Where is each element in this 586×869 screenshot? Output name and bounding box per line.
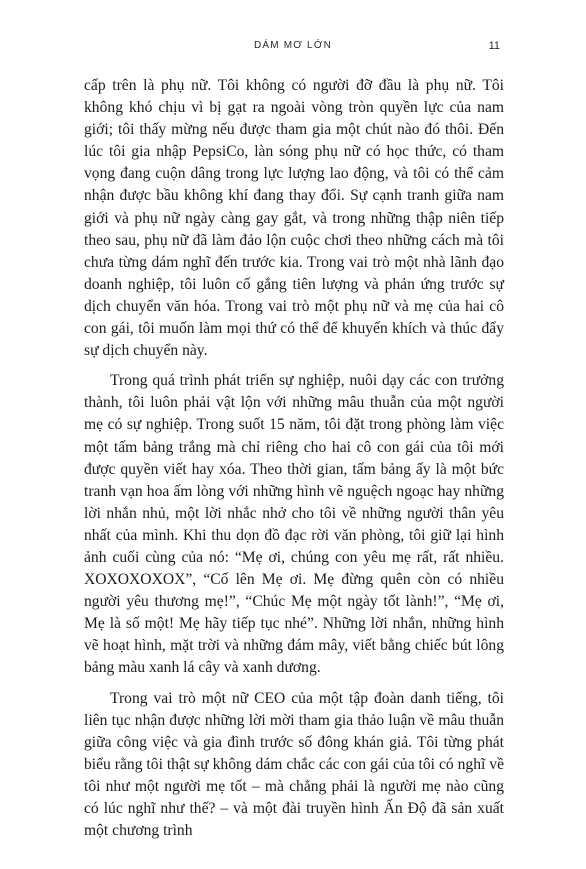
paragraph-2: Trong quá trình phát triển sự nghiệp, nuôi dạy các con trưởng thành, tôi luôn phải vật lộn với những mâu thuẫn của một người mẹ có sự nghiệp. Trong suốt 15 năm, tôi đặt trong phòng làm việc một tấm bảng trắng mà chỉ riêng cho hai cô con gái của tôi mới được quyền viết hay xóa. Theo thời gian, tấm bảng ấy là một bức tranh vạn hoa ấm lòng với những hình vẽ nguệch ngoạc hay những lời nhắn nhủ, một lời nhắc nhở cho tôi về những người thân yêu nhất của mình. Khi thu dọn đồ đạc rời văn phòng, tôi giữ lại hình ảnh cuối cùng của nó: “Mẹ ơi, chúng con yêu mẹ rất, rất nhiều. XOXOXOXOX”, “Cố lên Mẹ ơi. Mẹ đừng quên còn có nhiều người yêu thương mẹ!”, “Chúc Mẹ một ngày tốt lành!”, “Mẹ ơi, Mẹ là số một! Mẹ hãy tiếp tục nhé”. Những lời nhắn, những hình vẽ hoạt hình, mặt trời và những đám mây, viết bằng chiếc bút lông bảng màu xanh lá cây và xanh dương. — [84, 372, 504, 677]
body-text — [84, 75, 504, 850]
running-head — [84, 40, 502, 56]
paragraph-1: cấp trên là phụ nữ. Tôi không có người đỡ đầu là phụ nữ. Tôi không khó chịu vì bị gạt ra ngoài vòng tròn quyền lực của nam giới; tôi thấy mừng nếu được tham gia một chút nào đó thôi. Đến lúc tôi gia nhập PepsiCo, làn sóng phụ nữ có học thức, có tham vọng đang cuộn dâng trong lực lượng lao động, và tôi có thể cảm nhận được bầu không khí đang thay đổi. Sự cạnh tranh giữa nam giới và phụ nữ ngày càng gay gắt, và trong những thập niên tiếp theo sau, phụ nữ đã làm đảo lộn cuộc chơi theo những cách mà tôi chưa từng dám nghĩ đến trước kia. Trong vai trò một nhà lãnh đạo doanh nghiệp, tôi luôn cố gắng tiên lượng và phản ứng trước sự dịch chuyển văn hóa. Trong vai trò một phụ nữ và mẹ của hai cô con gái, tôi muốn làm mọi thứ có thể để khuyến khích và thúc đẩy sự dịch chuyển này. — [84, 77, 504, 360]
running-title: DÁM MƠ LỚN — [253, 40, 333, 51]
paragraph-3: Trong vai trò một nữ CEO của một tập đoàn danh tiếng, tôi liên tục nhận được những lời mời tham gia thảo luận về mâu thuẫn giữa công việc và gia đình trước số đông khán giả. Tôi từng phát biểu rằng tôi thật sự không dám chắc các con gái của tôi có nghĩ về tôi như một người mẹ tốt – mà chẳng phải là người mẹ nào cũng có lúc nghĩ như thế? – và một đài truyền hình Ấn Độ đã sản xuất một chương trình — [84, 689, 504, 840]
page-number: 11 — [488, 40, 500, 52]
